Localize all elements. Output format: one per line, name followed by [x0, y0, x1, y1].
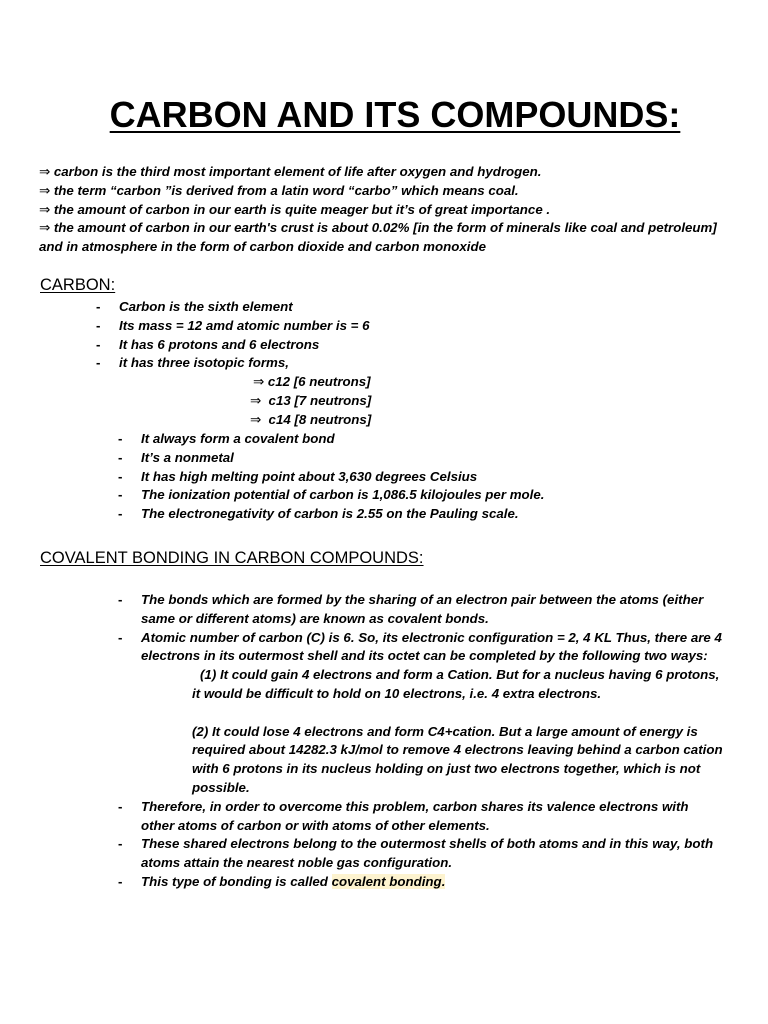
list-item: - The bonds which are formed by the sharing of an electron pair between the atoms (either same or different atoms) are known as covalent bonds. [118, 592, 704, 626]
arrow-icon: ⇒ [39, 182, 51, 198]
intro-line: ⇒ the term “carbon ”is derived from a latin word “carbo” which means coal. [39, 182, 519, 198]
carbon-facts-list [96, 298, 370, 373]
intro-line: ⇒ carbon is the third most important element of life after oxygen and hydrogen. [39, 164, 542, 179]
covalent-list [118, 591, 723, 892]
page-title: CARBON AND ITS COMPOUNDS: [109, 94, 681, 135]
covalent-heading: COVALENT BONDING IN CARBON COMPOUNDS: [40, 549, 424, 567]
arrow-icon: ⇒ [253, 374, 265, 389]
list-item: - It has 6 protons and 6 electrons [96, 336, 320, 352]
way-one-line: (1) It could gain 4 electrons and form a Cation. But for a nucleus having 6 protons, [200, 667, 720, 683]
arrow-icon: ⇒ [39, 201, 51, 217]
list-item: - It has high melting point about 3,630 degrees Celsius [118, 468, 478, 484]
isotope-item: ⇒ c14 [8 neutrons] [250, 411, 372, 427]
way-two-line: with 6 protons in its nucleus holding on just two electrons together, which is not [192, 761, 701, 777]
way-two-line: (2) It could lose 4 electrons and form C4+cation. But a large amount of energy is [192, 723, 698, 739]
intro-section [39, 163, 759, 257]
list-item: - Atomic number of carbon (C) is 6. So, its electronic configuration = 2, 4 KL Thus, there are 4 electrons in its outermost shell and its octet can be completed by the following two ways: (1) It could gain 4 electrons and form a Cation. But for a nucleus having 6 protons, it would be difficult to hold on 10 electrons, i.e. 4 extra electrons. (2) It could lose 4 electrons and form C4+cation. But a large amount of energy is required about 14282.3 kJ/mol to remove 4 electrons leaving behind a carbon cation with 6 protons in its nucleus holding on just two electrons together, which is not possible. [118, 629, 723, 798]
arrow-icon: ⇒ [250, 411, 262, 427]
list-item: - This type of bonding is called covalent bonding. [118, 873, 446, 889]
list-item: - These shared electrons belong to the outermost shells of both atoms and in this way, both atoms attain the nearest noble gas configuration. [118, 836, 714, 871]
list-item: - Its mass = 12 amd atomic number is = 6 [96, 317, 370, 333]
arrow-icon: ⇒ [39, 164, 51, 179]
carbon-properties-list [118, 430, 544, 524]
carbon-heading: CARBON: [40, 276, 116, 294]
list-item: - The ionization potential of carbon is 1,086.5 kilojoules per mole. [118, 487, 545, 503]
isotope-item: ⇒ c13 [7 neutrons] [250, 392, 372, 408]
list-item: - It’s a nonmetal [118, 449, 234, 465]
intro-line-continued: and in atmosphere in the form of carbon dioxide and carbon monoxide [39, 239, 486, 255]
arrow-icon: ⇒ [39, 220, 51, 236]
isotope-list [250, 373, 371, 429]
intro-line: ⇒ the amount of carbon in our earth is quite meager but it’s of great importance . [39, 201, 551, 217]
list-item: - Carbon is the sixth element [96, 299, 293, 314]
way-one-line: it would be difficult to hold on 10 electrons, i.e. 4 extra electrons. [192, 685, 602, 701]
isotope-item: ⇒ c12 [6 neutrons] [253, 374, 371, 389]
list-item: - It always form a covalent bond [118, 431, 335, 446]
list-item: - Therefore, in order to overcome this problem, carbon shares its valence electrons with other atoms of carbon or with atoms of other elements. [118, 798, 689, 833]
list-item: - The electronegativity of carbon is 2.55 on the Pauling scale. [118, 506, 519, 522]
way-two-line: required about 14282.3 kJ/mol to remove 4 electrons leaving behind a carbon cation [192, 742, 723, 758]
list-item: - it has three isotopic forms, [96, 355, 289, 371]
intro-line: ⇒ the amount of carbon in our earth's crust is about 0.02% [in the form of minerals like coal and petroleum] [39, 220, 717, 236]
way-two-line: possible. [192, 779, 250, 795]
arrow-icon: ⇒ [250, 392, 262, 408]
highlighted-term: covalent bonding. [331, 873, 446, 889]
